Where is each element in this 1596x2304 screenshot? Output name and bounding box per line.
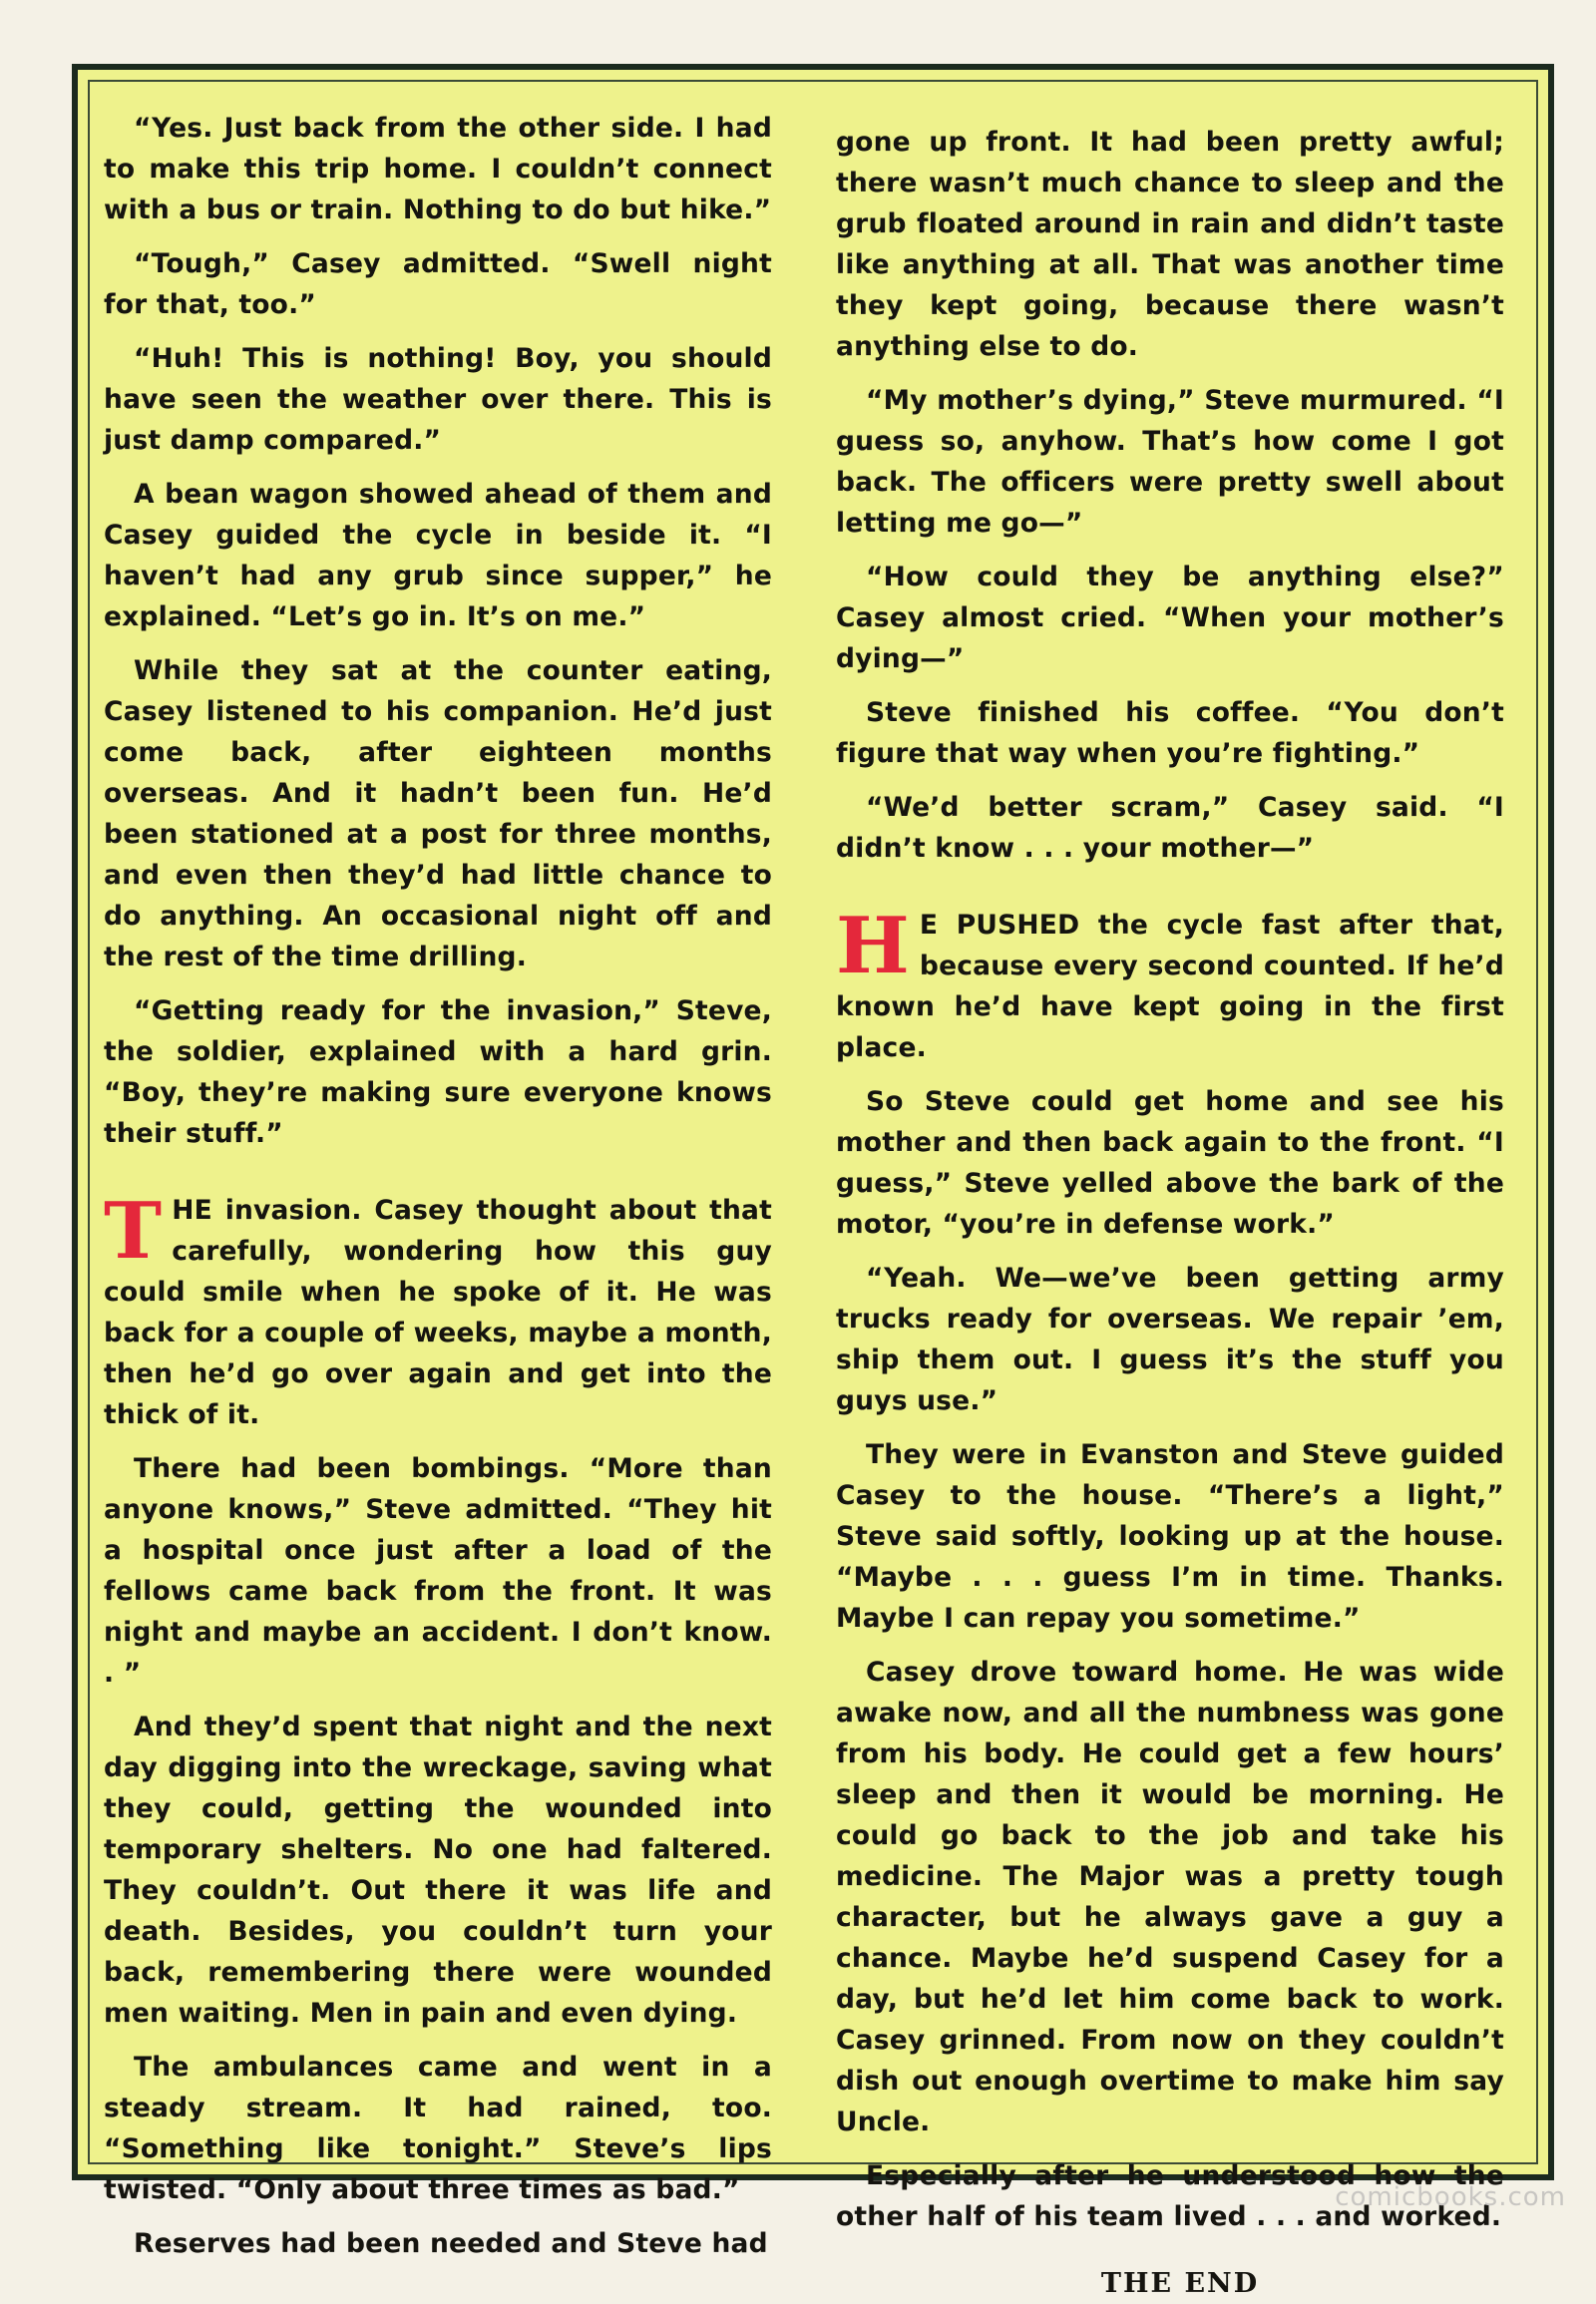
- paragraph: “Yeah. We—we’ve been getting army trucks ready for overseas. We repair ’em, ship them out. I guess it’s the stuff you guys use.”: [836, 1263, 1504, 1416]
- left-column: [104, 108, 772, 2277]
- the-end-label: THE END: [1100, 2268, 1260, 2299]
- watermark: comicbooks.com: [1335, 2182, 1566, 2212]
- paragraph: Especially after he understood how the other half of his team lived . . . and worked.: [836, 2160, 1504, 2232]
- paragraph: “Tough,” Casey admitted. “Swell night for that, too.”: [104, 248, 772, 320]
- paragraph: gone up front. It had been pretty awful; there wasn’t much chance to sleep and the grub floated around in rain and didn’t taste like anything at all. That was another time they kept going, because there wasn’t anything else to do.: [836, 127, 1504, 362]
- paragraph: They were in Evanston and Steve guided Casey to the house. “There’s a light,” Steve said softly, looking up at the house. “Maybe . . . guess I’m in time. Thanks. Maybe I can repay you sometime.”: [836, 1439, 1504, 1634]
- section-paragraph: [104, 1186, 772, 1435]
- paragraph: “How could they be anything else?” Casey almost cried. “When your mother’s dying—”: [836, 562, 1504, 674]
- paragraph: “My mother’s dying,” Steve murmured. “I guess so, anyhow. That’s how come I got back. The officers were pretty swell about letting me go—”: [836, 385, 1504, 539]
- drop-cap: T: [104, 1186, 163, 1277]
- paragraph: Steve finished his coffee. “You don’t figure that way when you’re fighting.”: [836, 697, 1504, 769]
- paragraph: While they sat at the counter eating, Casey listened to his companion. He’d just come back, after eighteen months overseas. And it hadn’t been fun. He’d been stationed at a post for three months, and even then they’d had little chance to do anything. An occasional night off and the rest of the time drilling.: [104, 655, 772, 972]
- drop-cap: H: [836, 901, 910, 991]
- paragraph: “Yes. Just back from the other side. I had to make this trip home. I couldn’t connect with a bus or train. Nothing to do but hike.”: [104, 113, 772, 225]
- paragraph: The ambulances came and went in a steady stream. It had rained, too. “Something like tonight.” Steve’s lips twisted. “Only about three times as bad.”: [104, 2052, 772, 2205]
- paragraph: Casey drove toward home. He was wide awake now, and all the numbness was gone from his body. He could get a few hours’ sleep and then it would be morning. He could go back to the job and take his medicine. The Major was a pretty tough character, but he always gave a guy a chance. Maybe he’d suspend Casey for a day, but he’d let him come back to work. Casey grinned. From now on they couldn’t dish out enough overtime to make him say Uncle.: [836, 1657, 1504, 2137]
- paragraph: A bean wagon showed ahead of them and Casey guided the cycle in beside it. “I haven’t had any grub since supper,” he explained. “Let’s go in. It’s on me.”: [104, 479, 772, 632]
- paragraph: And they’d spent that night and the next day digging into the wreckage, saving what they could, getting the wounded into temporary shelters. No one had faltered. They couldn’t. Out there it was life and death. Besides, you couldn’t turn your back, remembering there were wounded men waiting. Men in pain and even dying.: [104, 1712, 772, 2029]
- paragraph-text: HE invasion. Casey thought about that carefully, wondering how this guy could smile when he spoke of it. He was back for a couple of weeks, maybe a month, then he’d go over again and get into the thick of it.: [104, 1195, 772, 1430]
- paragraph: “We’d better scram,” Casey said. “I didn’t know . . . your mother—”: [836, 792, 1504, 864]
- paragraph-text: E PUSHED the cycle fast after that, because every second counted. If he’d known he’d have kept going in the first place.: [836, 910, 1504, 1063]
- right-column: [836, 122, 1504, 2304]
- paragraph: Reserves had been needed and Steve had: [134, 2228, 768, 2259]
- paragraph: There had been bombings. “More than anyone knows,” Steve admitted. “They hit a hospital once just after a load of the fellows came back from the front. It was night and maybe an accident. I don’t know. . ”: [104, 1453, 772, 1689]
- paragraph: “Huh! This is nothing! Boy, you should have seen the weather over there. This is just damp compared.”: [104, 343, 772, 456]
- section-paragraph: [836, 901, 1504, 1068]
- paragraph: So Steve could get home and see his mother and then back again to the front. “I guess,” Steve yelled above the bark of the motor, “you’re in defense work.”: [836, 1086, 1504, 1240]
- paragraph: “Getting ready for the invasion,” Steve, the soldier, explained with a hard grin. “Boy, they’re making sure everyone knows their stuff.”: [104, 995, 772, 1149]
